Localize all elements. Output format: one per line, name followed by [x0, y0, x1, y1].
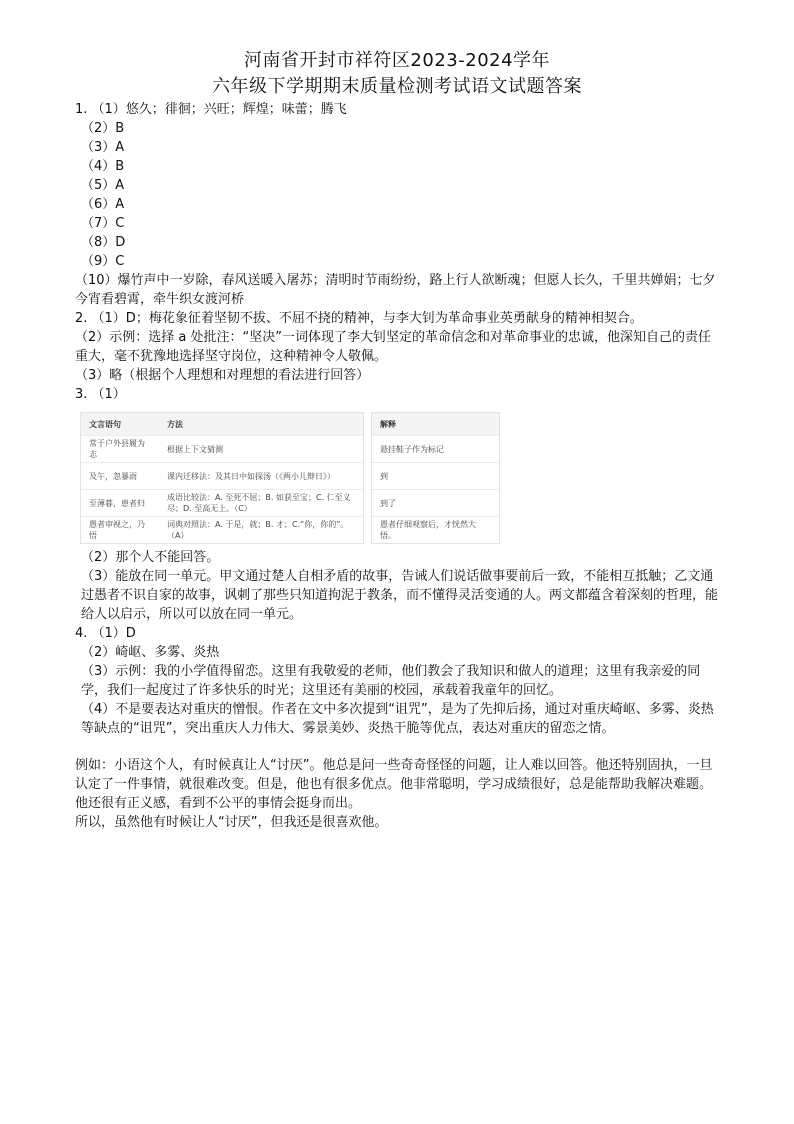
- table-cell: 课内迁移法：及其日中如探汤（《两小儿辩日》）: [159, 463, 363, 490]
- answer-line: （5）A: [81, 178, 125, 193]
- table-row: [372, 490, 499, 517]
- method-table: [80, 412, 364, 544]
- answer-line: （2）示例：选择 a 处批注：“坚决”一词体现了李大钊坚定的革命信念和对革命事业的忠诚，他深知自己的责任重大，毫不犹豫地选择坚守岗位，这种精神令人敬佩。: [75, 330, 711, 364]
- table-header-method: 方法: [159, 413, 363, 436]
- classical-chinese-table: [80, 412, 723, 544]
- table-cell: 常于户外县履为志: [81, 436, 159, 463]
- table-cell: 愚者审视之，乃悟: [81, 517, 159, 544]
- answer-line: （3）A: [81, 140, 125, 155]
- answer-line: （6）A: [81, 197, 125, 212]
- document-title-line1: 河南省开封市祥符区2023-2024学年: [243, 50, 551, 71]
- table-header-sentence: 文言语句: [81, 413, 159, 436]
- answer-line: 3. （1）: [75, 387, 126, 402]
- table-header-explanation: 解释: [372, 413, 499, 436]
- table-cell: 愚者仔细观察后，才恍然大悟。: [372, 517, 499, 544]
- answer-line: （7）C: [81, 216, 125, 231]
- table-cell: 根据上下文猜测: [159, 436, 363, 463]
- document-title-line2: 六年级下学期期末质量检测考试语文试题答案: [212, 76, 582, 97]
- table-cell: 至薄暮，患者归: [81, 490, 159, 517]
- explanation-table: [371, 412, 500, 544]
- answer-line: （4）不是要表达对重庆的憎恨。作者在文中多次提到“诅咒”，是为了先抑后扬，通过对重庆崎岖、多雾、炎热等缺点的“诅咒”，突出重庆人力伟大、雾景美妙、炎热干脆等优点，表达对重庆的留恋之情。: [81, 702, 714, 736]
- answer-line: 所以，虽然他有时候让人“讨厌”，但我还是很喜欢他。: [75, 815, 388, 830]
- table-row: [81, 436, 363, 463]
- table-row: [372, 517, 499, 544]
- table-row: [81, 517, 363, 544]
- table-cell: 到: [372, 463, 499, 490]
- answer-line: （9）C: [81, 254, 125, 269]
- answer-line: 1. （1）悠久；徘徊；兴旺；辉煌；味蕾；腾飞: [75, 102, 347, 117]
- answer-line: （4）B: [81, 159, 125, 174]
- table-row: [81, 463, 363, 490]
- table-cell: 及午，忽暴雨: [81, 463, 159, 490]
- answer-line: 例如：小语这个人，有时候真让人“讨厌”。他总是问一些奇奇怪怪的问题，让人难以回答。他还特别固执，一旦认定了一件事情，就很难改变。但是，他也有很多优点。他非常聪明，学习成绩很好，总是能帮助我解决难题。他还很有正义感，看到不公平的事情会挺身而出。: [75, 758, 713, 811]
- answer-line: （3）略（根据个人理想和对理想的看法进行回答）: [75, 368, 370, 383]
- answer-body: [75, 100, 723, 832]
- table-row: [81, 490, 363, 517]
- answer-line: （3）示例：我的小学值得留恋。这里有我敬爱的老师，他们教会了我知识和做人的道理；这里有我亲爱的同学，我们一起度过了许多快乐的时光；这里还有美丽的校园，承载着我童年的回忆。: [81, 664, 701, 698]
- table-row: [372, 463, 499, 490]
- table-row: [372, 436, 499, 463]
- answer-line: （2）崎岖、多雾、炎热: [81, 645, 220, 660]
- table-cell: 成语比较法：A. 至死不屈；B. 如获至宝；C. 仁至义尽；D. 至高无上。（C）: [159, 490, 363, 517]
- answer-line: （3）能放在同一单元。甲文通过楚人自相矛盾的故事，告诫人们说话做事要前后一致，不能相互抵触；乙文通过愚者不识自家的故事，讽刺了那些只知道拘泥于教条，而不懂得灵活变通的人。两文都蕴含着深刻的哲理，能给人以启示，所以可以放在同一单元。: [81, 569, 719, 622]
- answer-line: （8）D: [81, 235, 126, 250]
- answer-line: 2. （1）D；梅花象征着坚韧不拔、不屈不挠的精神，与李大钊为革命事业英勇献身的精神相契合。: [75, 311, 643, 326]
- table-cell: 到了: [372, 490, 499, 517]
- answer-line: （10）爆竹声中一岁除，春风送暖入屠苏；清明时节雨纷纷，路上行人欲断魂；但愿人长久，千里共婵娟；七夕今宵看碧霄，牵牛织女渡河桥: [75, 273, 716, 307]
- table-cell: 词典对照法：A. 于是，就；B. 才；C.“你，你的”。（A）: [159, 517, 363, 544]
- answer-line: 4. （1）D: [75, 626, 136, 641]
- answer-line: （2）B: [81, 121, 125, 136]
- table-cell: 悬挂鞋子作为标记: [372, 436, 499, 463]
- answer-line: （2）那个人不能回答。: [81, 550, 220, 565]
